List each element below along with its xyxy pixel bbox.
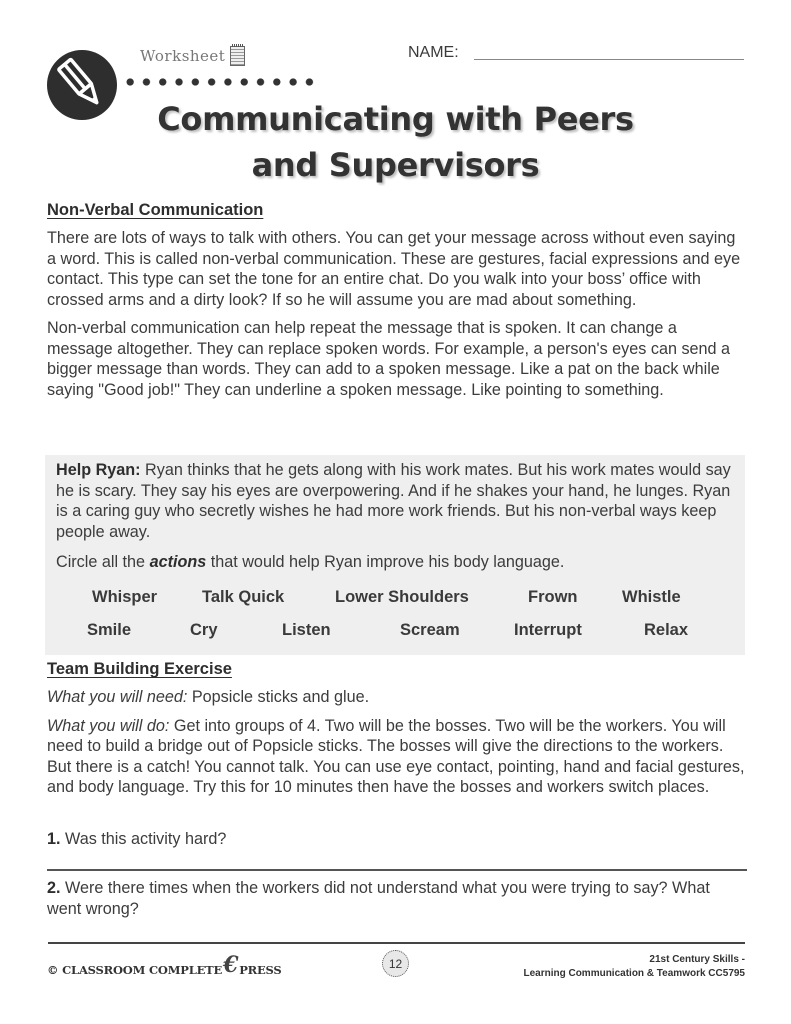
need-lead: What you will need: [47,688,188,706]
action-whistle[interactable]: Whistle [622,588,681,606]
page-title [0,96,791,188]
do-text: Get into groups of 4. Two will be the bosses. Two will be the workers. You will need to build a bridge out of Popsicle sticks. The bosses will give the directions to the workers. But there is a catch! You cannot talk. You can use eye contact, pointing, hand and facial gestures, and body language. Try this for 10 minutes then have the bosses and workers switch places. [47,716,745,796]
action-relax[interactable]: Relax [644,621,689,639]
help-ryan-lead: Help Ryan: [56,461,141,479]
title-line-1: Communicating with Peers [157,100,634,138]
action-listen[interactable]: Listen [282,621,331,639]
action-scream[interactable]: Scream [400,621,460,639]
action-smile[interactable]: Smile [87,621,132,639]
need-text: Popsicle sticks and glue. [187,688,370,706]
do-lead: What you will do: [47,716,170,735]
help-ryan-text: Ryan thinks that he gets along with his work mates. But his work mates would say he is scary. They say his eyes are overpowering. And if he shakes your hand, he lunges. Ryan is a caring guy who secretly wishes he had more work friends. But his non-verbal ways keep people away. [56,461,731,541]
action-frown[interactable]: Frown [528,588,578,606]
action-talk-quick[interactable]: Talk Quick [202,588,285,606]
publisher-credit [47,952,282,978]
question-1 [47,829,747,850]
action-interrupt[interactable]: Interrupt [514,621,582,639]
notepad-icon [230,46,245,66]
section-heading-team-building: Team Building Exercise [47,660,232,678]
name-input-line[interactable] [474,59,744,60]
question-text: Were there times when the workers did not understand what you were trying to say? What went wrong? [47,879,710,918]
action-lower-shoulders[interactable]: Lower Shoulders [335,588,469,606]
instruction-text: Circle all the [56,553,150,571]
worksheet-label: Worksheet [140,47,226,65]
footer-divider [48,942,745,944]
dotted-divider [122,77,322,87]
what-you-will-do [47,716,747,798]
name-label: NAME: [408,44,459,61]
help-ryan-box [45,455,745,655]
circle-instruction [56,552,746,573]
answer-line-1[interactable] [47,869,747,871]
section-heading-nonverbal: Non-Verbal Communication [47,201,264,219]
nonverbal-paragraph-2: Non-verbal communication can help repeat the message that is spoken. It can change a message altogether. They can replace spoken words. For example, a person's eyes can send a bigger message than words. They can add to a spoken message. Like a pat on the back while saying "Good job!" They can underline a spoken message. Like pointing to something. [47,319,731,399]
nonverbal-paragraph-1: There are lots of ways to talk with others. You can get your message across without even saying a word. This is called non-verbal communication. These are gestures, facial expressions and eye contact. This type can set the tone for an entire chat. Do you walk into your boss’ office with crossed arms and a dirty look? If so he will assume you are mad about something. [47,229,741,309]
question-text: Was this activity hard? [60,830,227,848]
publisher-name-suffix: PRESS [239,963,282,977]
nonverbal-section [47,201,747,400]
what-you-will-need [47,687,747,708]
book-title-code: Learning Communication & Teamwork CC5795 [523,968,745,979]
book-info [523,953,745,981]
action-whisper[interactable]: Whisper [92,588,158,606]
help-ryan-paragraph [56,460,746,542]
page-number-badge [382,950,409,977]
action-cry[interactable]: Cry [190,621,218,639]
question-2 [47,878,747,919]
book-series: 21st Century Skills - [649,954,745,965]
publisher-logo-icon: € [223,952,239,978]
title-line-2: and Supervisors [251,146,540,184]
team-building-section [47,660,747,798]
instruction-text: that would help Ryan improve his body language. [206,553,565,571]
publisher-name: © CLASSROOM COMPLETE [47,963,223,977]
actions-emphasis: actions [149,553,207,571]
question-number: 1. [47,830,61,848]
question-number: 2. [47,879,61,897]
page-number: 12 [388,956,403,971]
